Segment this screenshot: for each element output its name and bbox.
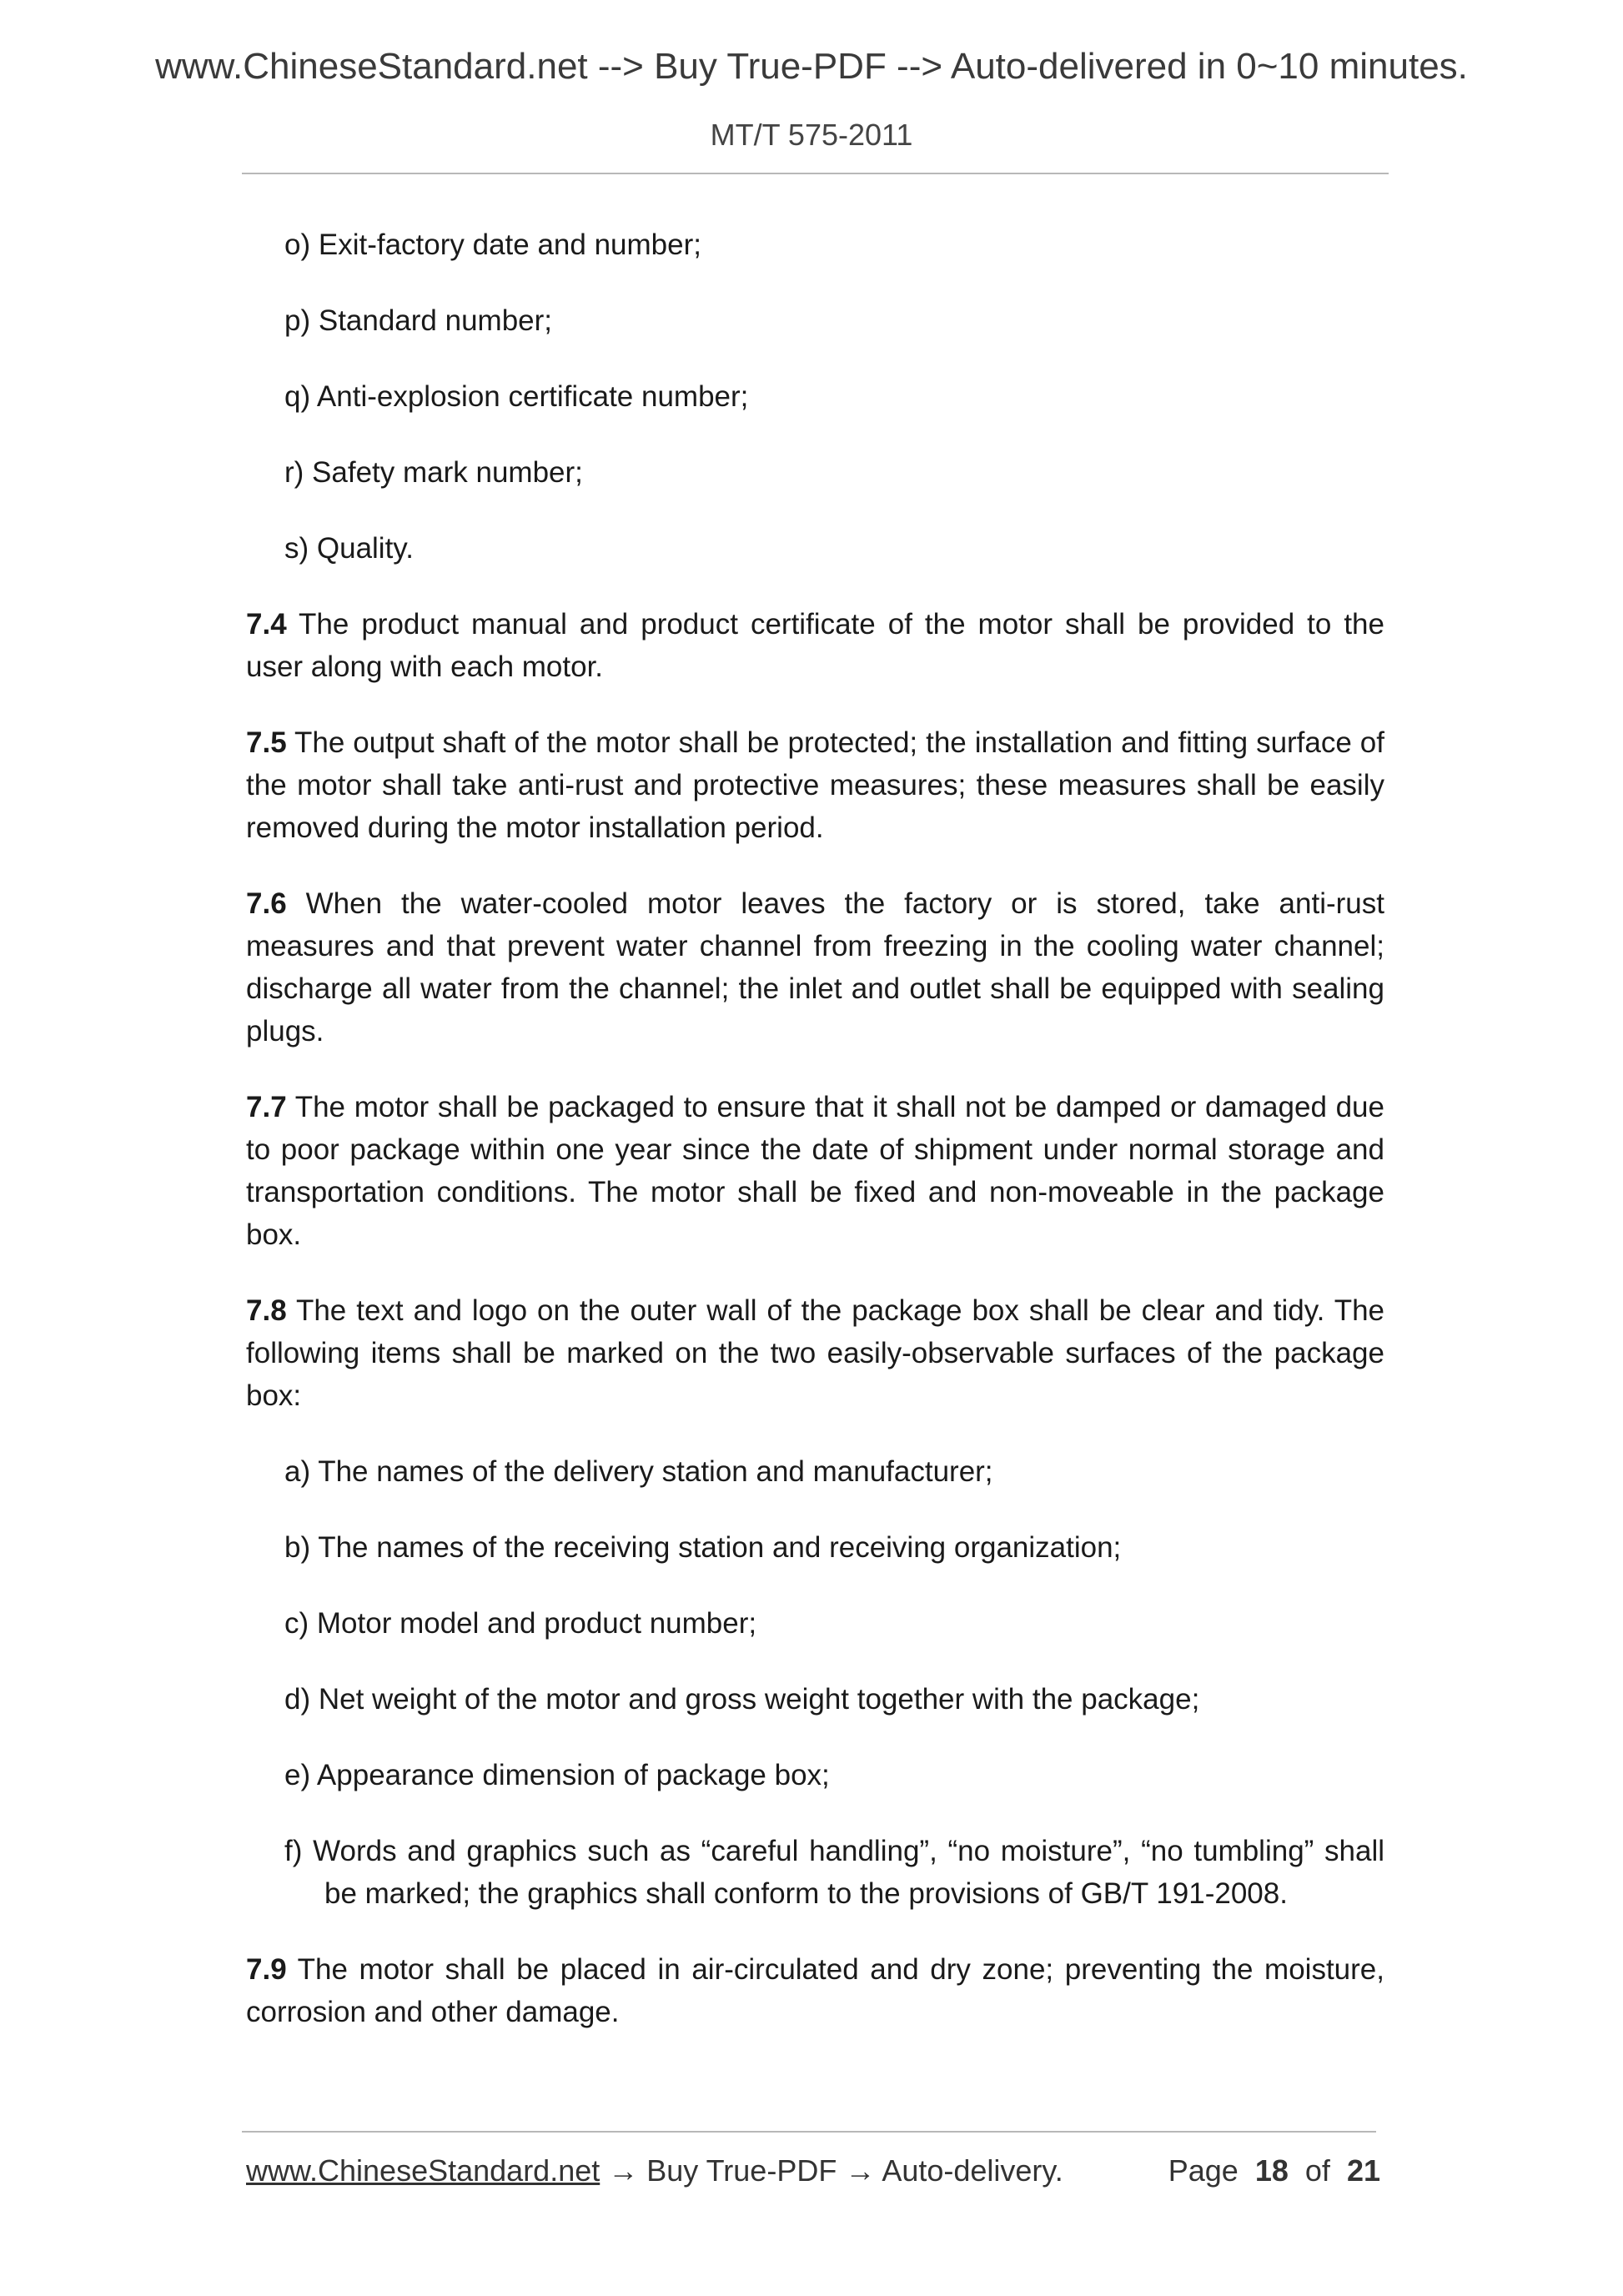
clause-7-7 (246, 1086, 1384, 1256)
list-item: p) Standard number; (284, 304, 553, 337)
list-item: f) Words and graphics such as “careful handling”, “no moisture”, “no tumbling” shall be marked; the graphics shall conform to the provisions of GB/T 191-2008. (284, 1835, 1384, 1910)
clause-7-4 (246, 603, 1384, 688)
clause-7-6 (246, 882, 1384, 1053)
footer-website-link[interactable]: www.ChineseStandard.net (246, 2153, 600, 2188)
list-item: a) The names of the delivery station and manufacturer; (284, 1455, 993, 1488)
clause-number: 7.6 (246, 887, 287, 920)
page-total: 21 (1346, 2153, 1380, 2188)
list-item: d) Net weight of the motor and gross weight together with the package; (284, 1683, 1200, 1716)
clause-text: The text and logo on the outer wall of the package box shall be clear and tidy. The following items shall be marked on the two easily-observable surfaces of the package box: (246, 1294, 1384, 1412)
clause-number: 7.8 (246, 1294, 287, 1327)
list-item: s) Quality. (284, 532, 414, 565)
top-banner: www.ChineseStandard.net --> Buy True-PDF --> Auto-delivered in 0~10 minutes. (155, 46, 1468, 87)
footer-divider (242, 2131, 1376, 2133)
list-item: b) The names of the receiving station and receiving organization; (284, 1531, 1122, 1564)
page-number: 18 (1254, 2153, 1289, 2188)
clause-text: The motor shall be placed in air-circulated and dry zone; preventing the moisture, corrosion and other damage. (246, 1953, 1384, 2028)
list-item: q) Anti-explosion certificate number; (284, 380, 749, 413)
clause-number: 7.4 (246, 608, 287, 641)
clause-number: 7.5 (246, 726, 287, 759)
clause-7-9 (246, 1948, 1384, 2033)
clause-text: The output shaft of the motor shall be protected; the installation and fitting surface of the motor shall take anti-rust and protective measures; these measures shall be easily removed during the motor installation period. (246, 726, 1384, 844)
footer-promo-text: → Buy True-PDF → Auto-delivery. (600, 2153, 1063, 2188)
header-divider (242, 173, 1389, 174)
of-word: of (1304, 2153, 1330, 2188)
clause-7-8 (246, 1289, 1384, 1417)
page-body (246, 224, 1384, 2067)
footer-promo (246, 2152, 1063, 2190)
clause-text: The motor shall be packaged to ensure that it shall not be damped or damaged due to poor package within one year since the date of shipment under normal storage and transportation conditions. The motor shall be fixed and non-moveable in the package box. (246, 1091, 1384, 1251)
standard-code: MT/T 575-2011 (710, 118, 913, 152)
list-item: c) Motor model and product number; (284, 1607, 757, 1640)
clause-number: 7.9 (246, 1953, 287, 1986)
clause-7-5 (246, 721, 1384, 849)
clause-text: When the water-cooled motor leaves the factory or is stored, take anti-rust measures and that prevent water channel from freezing in the cooling water channel; discharge all water from the channel; the inlet and outlet shall be equipped with sealing plugs. (246, 887, 1384, 1048)
clause-text: The product manual and product certificate of the motor shall be provided to the user along with each motor. (246, 608, 1384, 683)
page-word: Page (1168, 2153, 1239, 2188)
clause-number: 7.7 (246, 1091, 287, 1123)
list-item: o) Exit-factory date and number; (284, 229, 701, 261)
list-item: r) Safety mark number; (284, 456, 583, 489)
list-item: e) Appearance dimension of package box; (284, 1759, 830, 1791)
page-indicator (1168, 2152, 1380, 2190)
